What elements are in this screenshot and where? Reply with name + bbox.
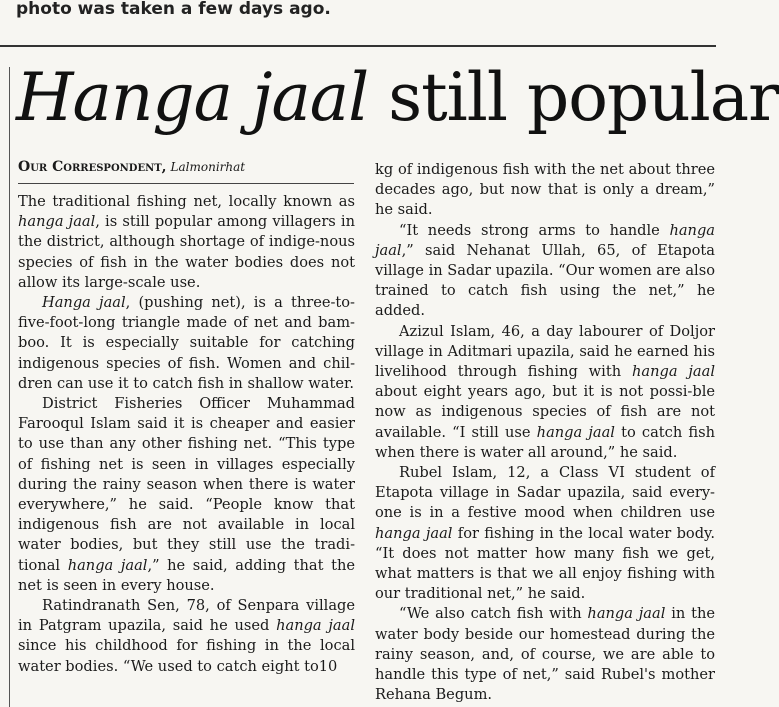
term-italic: Hanga jaal bbox=[42, 294, 126, 312]
term-italic: hanga jaal bbox=[276, 617, 355, 635]
text-run: since his childhood for fishing in the local water bodies. “We used to catch eight to10 bbox=[18, 637, 355, 675]
byline-place: Lalmonirhat bbox=[170, 160, 246, 174]
term-italic: hanga jaal bbox=[536, 423, 615, 441]
term-italic: hanga jaal bbox=[587, 605, 666, 623]
text-run: ,” he said, adding that the net is seen in every house. bbox=[18, 556, 355, 594]
top-divider bbox=[0, 45, 716, 47]
paragraph bbox=[18, 293, 355, 394]
text-run: kg of indigenous fish with the net about three decades ago, but now that is only a dream,” he said. bbox=[375, 161, 715, 219]
text-run: in the water body beside our homestead during the rainy season, and, of course, we are able to handle this type of net,” said Rubel's mother Rehana Begum. bbox=[375, 605, 715, 704]
text-run: “It needs strong arms to handle bbox=[399, 221, 670, 239]
article-column-2 bbox=[375, 160, 715, 705]
text-run: ,” said Nehanat Ullah, 65, of Etapota village in Sadar upazila. “Our women are also trained to catch fish using the net,” he added. bbox=[375, 241, 715, 320]
term-italic: hanga jaal bbox=[631, 363, 715, 381]
term-italic: hanga jaal bbox=[375, 524, 453, 542]
paragraph bbox=[375, 322, 715, 463]
text-run: “We also catch fish with bbox=[399, 605, 588, 623]
paragraph bbox=[375, 160, 715, 221]
paragraph bbox=[18, 596, 355, 677]
text-run: Ratindranath Sen, 78, of Senpara village in Patgram upazila, said he used bbox=[18, 597, 355, 635]
paragraph bbox=[375, 221, 715, 322]
article-column-1 bbox=[18, 192, 355, 677]
text-run: Rubel Islam, 12, a Class VI student of Etapota village in Sadar upazila, said every-one is in a festive mood when children use bbox=[375, 464, 715, 522]
paragraph bbox=[375, 604, 715, 705]
byline-divider bbox=[18, 183, 354, 184]
byline-name: Our Correspondent, bbox=[18, 159, 167, 175]
text-run: about eight years ago, but it is not possi-ble now as indigenous species of fish are not available. “I still use bbox=[375, 383, 715, 441]
term-italic: hanga jaal bbox=[67, 556, 148, 574]
text-run: , is still popular among villagers in the district, although shortage of indige-nous species of fish in the water bodies does not allow its large-scale use. bbox=[18, 213, 355, 291]
headline-italic: Hanga jaal bbox=[16, 59, 369, 136]
paragraph bbox=[375, 463, 715, 604]
term-italic: hanga jaal bbox=[375, 221, 715, 259]
text-run: to catch fish when there is water all around,” he said. bbox=[375, 423, 715, 461]
headline-rest: still popular bbox=[368, 59, 779, 136]
paragraph bbox=[18, 192, 355, 293]
text-run: Azizul Islam, 46, a day labourer of Doljor village in Aditmari upazila, said he earned his livelihood through fishing with bbox=[375, 322, 715, 381]
term-italic: hanga jaal bbox=[18, 213, 96, 231]
text-run: The traditional fishing net, locally known as bbox=[18, 193, 355, 210]
byline bbox=[18, 157, 245, 177]
text-run: , (pushing net), is a three-to-five-foot-long triangle made of net and bam-boo. It is especially suitable for catching indigenous species of fish. Women and chil-dren can use it to catch fish in shallow water. bbox=[18, 294, 355, 392]
headline bbox=[16, 56, 779, 140]
text-run: for fishing in the local water body. “It does not matter how many fish we get, what matters is that we all enjoy fishing with our traditional net,” he said. bbox=[375, 524, 715, 603]
photo-caption: photo was taken a few days ago. bbox=[16, 0, 331, 19]
text-run: District Fisheries Officer Muhammad Farooqul Islam said it is cheaper and easier to use than any other fishing net. “This type of fishing net is seen in villages especially during the rainy season when there is water everywhere,” he said. “People know that indigenous fish are not available in local water bodies, but they still use the tradi-tional bbox=[18, 395, 355, 574]
paragraph bbox=[18, 394, 355, 596]
column-rule bbox=[9, 67, 10, 707]
